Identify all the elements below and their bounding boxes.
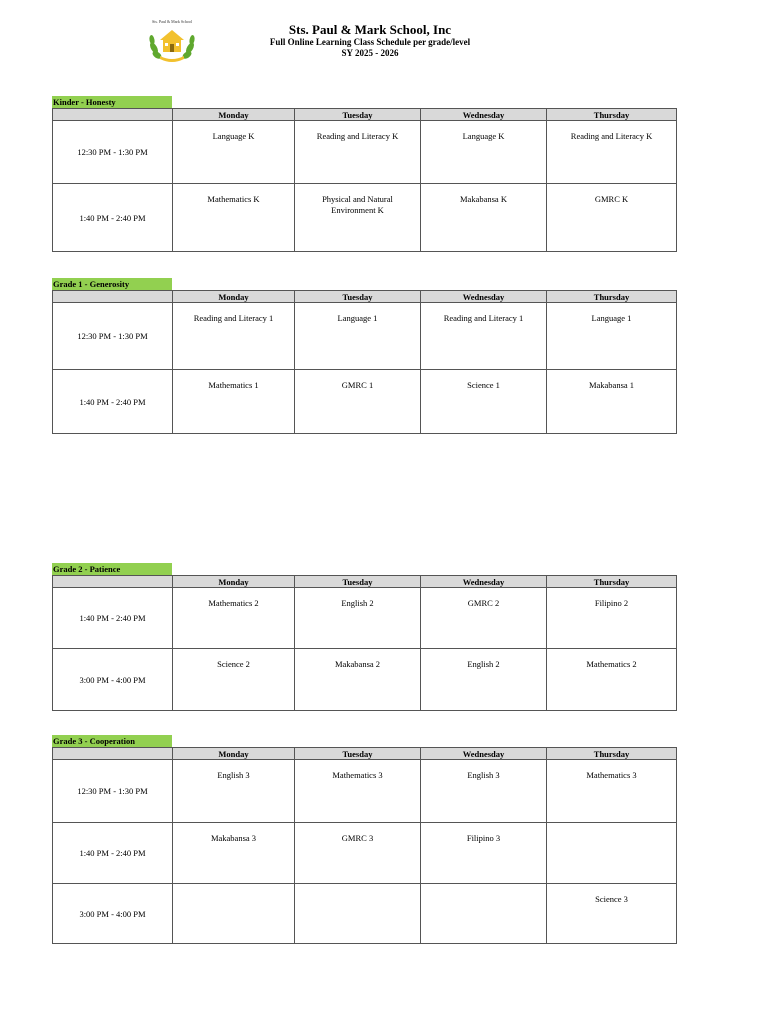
subject-cell: Reading and Literacy 1 [173, 303, 295, 370]
table-row [53, 121, 677, 184]
subject-cell: Language 1 [295, 303, 421, 370]
table-row [53, 760, 677, 823]
day-header: Monday [173, 576, 295, 588]
subject-cell: Mathematics 3 [547, 760, 677, 823]
day-header: Tuesday [295, 748, 421, 760]
subject-cell: Filipino 3 [421, 823, 547, 884]
grade-label: Grade 1 - Generosity [52, 278, 172, 290]
subject-cell: Reading and Literacy 1 [421, 303, 547, 370]
subject-cell: Makabansa 2 [295, 649, 421, 711]
schedule-table [52, 108, 677, 252]
subject-cell: Makabansa 1 [547, 370, 677, 434]
time-slot: 1:40 PM - 2:40 PM [53, 184, 173, 252]
schedule-table [52, 290, 677, 434]
day-header: Thursday [547, 748, 677, 760]
school-name: Sts. Paul & Mark School, Inc [288, 22, 452, 37]
school-year: SY 2025 - 2026 [341, 48, 399, 58]
time-slot: 1:40 PM - 2:40 PM [53, 370, 173, 434]
subject-cell: Language K [421, 121, 547, 184]
table-header-row [53, 748, 677, 760]
subject-cell: Language K [173, 121, 295, 184]
day-header: Wednesday [421, 576, 547, 588]
day-header: Wednesday [421, 748, 547, 760]
day-header: Wednesday [421, 109, 547, 121]
subject-cell: Mathematics 3 [295, 760, 421, 823]
grade-label: Grade 2 - Patience [52, 563, 172, 575]
subject-cell: English 2 [421, 649, 547, 711]
section-grade-1 [52, 278, 677, 434]
day-header: Thursday [547, 109, 677, 121]
subject-cell: GMRC 2 [421, 588, 547, 649]
subject-cell: Science 1 [421, 370, 547, 434]
section-grade-2 [52, 563, 677, 711]
table-header-row [53, 576, 677, 588]
blank-header-cell [53, 291, 173, 303]
table-row [53, 884, 677, 944]
time-slot: 12:30 PM - 1:30 PM [53, 121, 173, 184]
school-logo [146, 18, 198, 64]
section-kinder [52, 96, 677, 252]
subject-cell: Language 1 [547, 303, 677, 370]
subject-cell: English 3 [421, 760, 547, 823]
blank-header-cell [53, 109, 173, 121]
subject-cell [421, 884, 547, 944]
table-row [53, 370, 677, 434]
table-row [53, 303, 677, 370]
school-house-laurel-icon [146, 18, 198, 64]
subject-cell: English 2 [295, 588, 421, 649]
subject-cell [547, 823, 677, 884]
section-grade-3 [52, 735, 677, 944]
subject-cell: Makabansa 3 [173, 823, 295, 884]
subject-cell: English 3 [173, 760, 295, 823]
subject-cell: Physical and Natural Environment K [295, 184, 421, 252]
time-slot: 3:00 PM - 4:00 PM [53, 884, 173, 944]
day-header: Tuesday [295, 291, 421, 303]
subject-cell: GMRC 1 [295, 370, 421, 434]
day-header: Monday [173, 291, 295, 303]
grade-label: Grade 3 - Cooperation [52, 735, 172, 747]
time-slot: 1:40 PM - 2:40 PM [53, 588, 173, 649]
subject-cell: GMRC K [547, 184, 677, 252]
table-row [53, 823, 677, 884]
subject-cell: Mathematics 2 [173, 588, 295, 649]
day-header: Tuesday [295, 109, 421, 121]
subject-cell: Reading and Literacy K [295, 121, 421, 184]
table-row [53, 184, 677, 252]
day-header: Thursday [547, 576, 677, 588]
table-row [53, 588, 677, 649]
subject-cell: Science 2 [173, 649, 295, 711]
table-header-row [53, 109, 677, 121]
subject-cell: Mathematics K [173, 184, 295, 252]
day-header: Wednesday [421, 291, 547, 303]
document-header [200, 22, 540, 59]
time-slot: 3:00 PM - 4:00 PM [53, 649, 173, 711]
time-slot: 12:30 PM - 1:30 PM [53, 303, 173, 370]
schedule-table [52, 575, 677, 711]
subject-cell: Filipino 2 [547, 588, 677, 649]
subject-cell: Mathematics 1 [173, 370, 295, 434]
table-header-row [53, 291, 677, 303]
time-slot: 12:30 PM - 1:30 PM [53, 760, 173, 823]
day-header: Thursday [547, 291, 677, 303]
day-header: Monday [173, 748, 295, 760]
subject-cell: Science 3 [547, 884, 677, 944]
day-header: Tuesday [295, 576, 421, 588]
subject-cell: GMRC 3 [295, 823, 421, 884]
subject-cell [173, 884, 295, 944]
schedule-table [52, 747, 677, 944]
subject-cell: Reading and Literacy K [547, 121, 677, 184]
subject-cell [295, 884, 421, 944]
subject-cell: Mathematics 2 [547, 649, 677, 711]
schedule-subtitle: Full Online Learning Class Schedule per grade/level [269, 37, 471, 47]
day-header: Monday [173, 109, 295, 121]
blank-header-cell [53, 748, 173, 760]
table-row [53, 649, 677, 711]
grade-label: Kinder - Honesty [52, 96, 172, 108]
blank-header-cell [53, 576, 173, 588]
time-slot: 1:40 PM - 2:40 PM [53, 823, 173, 884]
subject-cell: Makabansa K [421, 184, 547, 252]
logo-text: Sts. Paul & Mark School [152, 19, 192, 24]
